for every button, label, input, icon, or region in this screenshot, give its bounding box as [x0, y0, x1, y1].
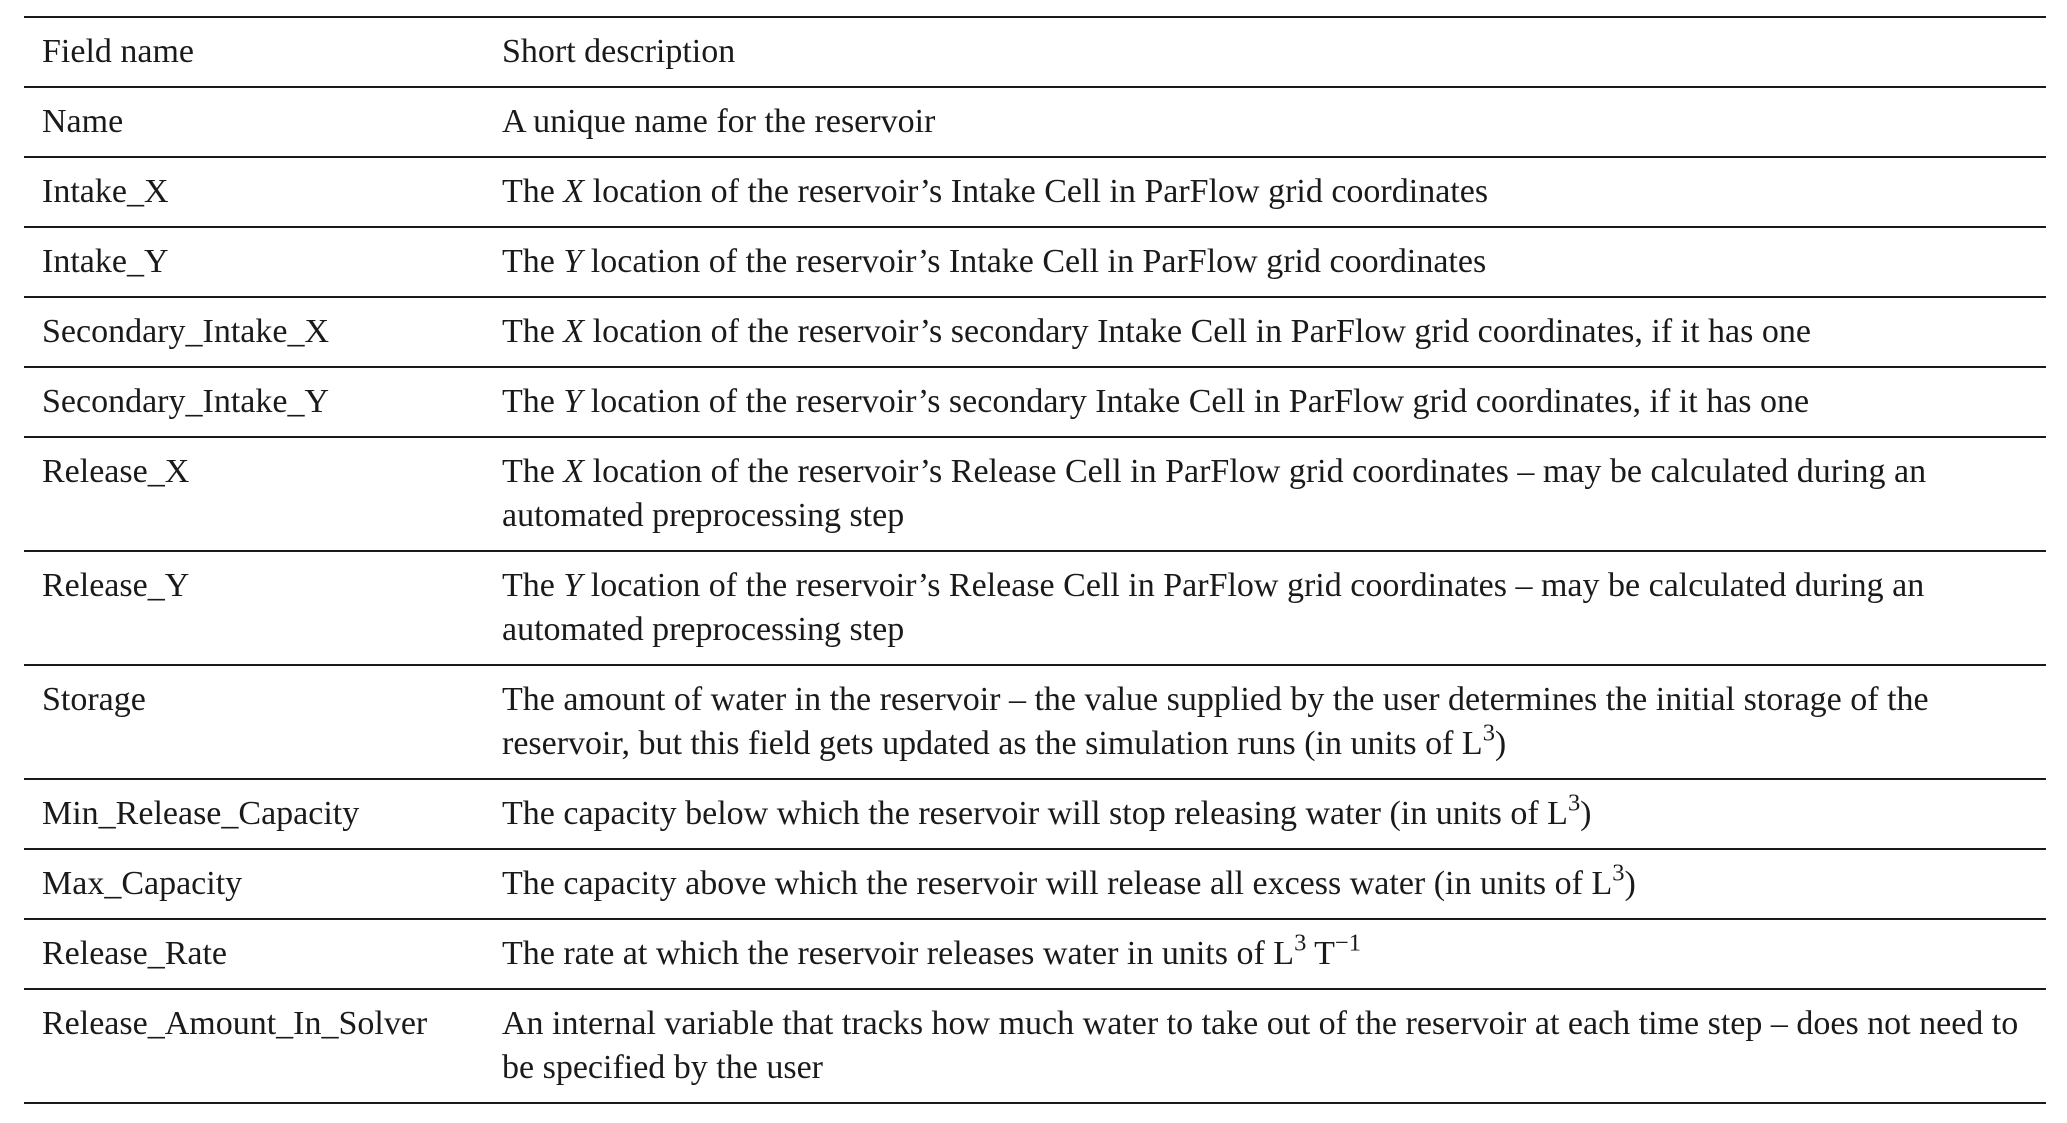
table-row — [24, 665, 2046, 779]
field-name-cell: Max_Capacity — [42, 865, 243, 902]
table-row — [24, 919, 2046, 989]
header-short-description: Short description — [502, 33, 736, 70]
description-text: location of the reservoir’s Intake Cell in ParFlow grid coordinates — [584, 173, 1489, 210]
table-row — [24, 989, 2046, 1103]
description-text: The capacity below which the reservoir will stop releasing water (in units of L — [502, 795, 1568, 832]
description-text: The rate at which the reservoir releases water in units of L — [502, 935, 1295, 972]
field-name-cell: Secondary_Intake_X — [42, 313, 330, 350]
table-row — [24, 367, 2046, 437]
description-cell — [484, 665, 2046, 779]
table-header — [24, 17, 2046, 87]
italic-variable: Y — [563, 243, 583, 280]
reservoir-fields-table — [24, 16, 2046, 1104]
description-text: The — [502, 567, 564, 604]
description-cell — [484, 779, 2046, 849]
description-cell — [484, 87, 2046, 157]
description-cell — [484, 919, 2046, 989]
description-cell — [484, 849, 2046, 919]
description-text: location of the reservoir’s Intake Cell in ParFlow grid coordinates — [582, 243, 1487, 280]
table-row — [24, 227, 2046, 297]
description-cell — [484, 227, 2046, 297]
description-text: The — [502, 243, 564, 280]
superscript-exponent: 3 — [1612, 859, 1625, 887]
description-text: The — [502, 453, 564, 490]
description-text: The — [502, 313, 564, 350]
superscript-exponent: 3 — [1482, 719, 1495, 747]
table-row — [24, 849, 2046, 919]
description-text: location of the reservoir’s secondary Intake Cell in ParFlow grid coordinates, if it has one — [584, 313, 1811, 350]
description-text: A unique name for the reservoir — [502, 103, 936, 140]
description-cell — [484, 297, 2046, 367]
superscript-exponent: 3 — [1294, 929, 1307, 957]
italic-variable: Y — [563, 567, 583, 604]
header-field-name: Field name — [42, 33, 195, 70]
field-name-cell: Name — [42, 103, 124, 140]
header-row — [24, 17, 2046, 87]
description-text: ) — [1624, 865, 1636, 902]
table-row — [24, 87, 2046, 157]
table-row — [24, 297, 2046, 367]
field-name-cell: Intake_Y — [42, 243, 169, 280]
description-text: ) — [1494, 725, 1507, 762]
superscript-exponent: −1 — [1334, 929, 1361, 957]
table-row — [24, 157, 2046, 227]
superscript-exponent: 3 — [1567, 789, 1581, 817]
description-cell — [484, 157, 2046, 227]
table-row — [24, 779, 2046, 849]
description-text: ) — [1580, 795, 1592, 832]
italic-variable: X — [563, 313, 585, 350]
field-name-cell: Storage — [42, 681, 146, 718]
field-name-cell: Secondary_Intake_Y — [42, 383, 330, 420]
description-cell — [484, 989, 2046, 1103]
table-body — [24, 87, 2046, 1103]
description-text: The — [502, 383, 564, 420]
description-cell — [484, 551, 2046, 665]
field-name-cell: Release_Y — [42, 567, 190, 604]
description-text: T — [1306, 935, 1335, 972]
reservoir-fields-table-container — [24, 16, 2046, 1104]
field-name-cell: Release_Rate — [42, 935, 228, 972]
description-text: location of the reservoir’s secondary Intake Cell in ParFlow grid coordinates, if it has one — [582, 383, 1810, 420]
description-text: location of the reservoir’s Release Cell in ParFlow grid coordinates – may be calculated during an automated preprocessing step — [502, 453, 1927, 534]
description-text: The — [502, 173, 564, 210]
description-cell — [484, 367, 2046, 437]
description-text: location of the reservoir’s Release Cell in ParFlow grid coordinates – may be calculated during an automated preprocessing step — [502, 567, 1925, 648]
table-row — [24, 551, 2046, 665]
description-cell — [484, 437, 2046, 551]
field-name-cell: Release_X — [42, 453, 190, 490]
description-text: The capacity above which the reservoir will release all excess water (in units of L — [502, 865, 1613, 902]
italic-variable: Y — [563, 383, 583, 420]
field-name-cell: Intake_X — [42, 173, 169, 210]
field-name-cell: Release_Amount_In_Solver — [42, 1005, 428, 1042]
italic-variable: X — [563, 173, 585, 210]
description-text: The amount of water in the reservoir – the value supplied by the user determines the initial storage of the reservoir, but this field gets updated as the simulation runs (in units of L — [502, 681, 1929, 762]
table-row — [24, 437, 2046, 551]
field-name-cell: Min_Release_Capacity — [42, 795, 360, 832]
italic-variable: X — [563, 453, 585, 490]
description-text: An internal variable that tracks how much water to take out of the reservoir at each time step – does not need to be specified by the user — [502, 1005, 2019, 1086]
